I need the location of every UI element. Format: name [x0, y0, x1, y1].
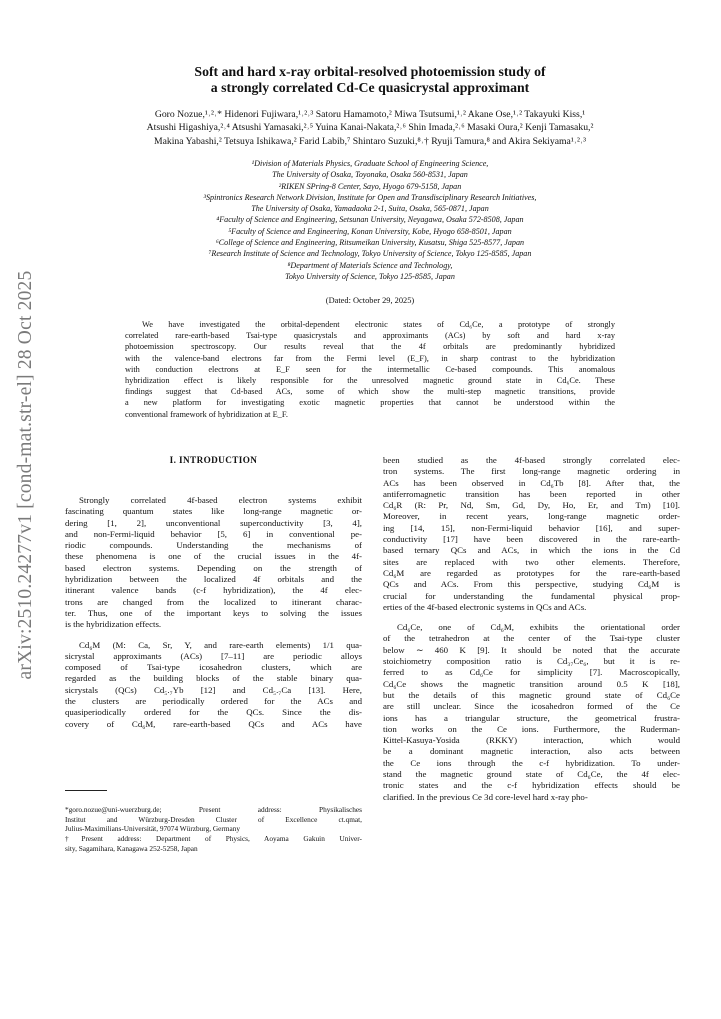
affiliation-line: The University of Osaka, Yamadaoka 2-1, Suita, Osaka, 565-0871, Japan: [251, 204, 489, 214]
text-line: crucial for understanding the fundamental physical prop-: [383, 590, 680, 601]
text-line: Cd₆Ce shows the magnetic transition around 0.5 K [18],: [383, 678, 680, 689]
author-list: [60, 108, 680, 148]
affiliation-line: Tokyo University of Science, Tokyo 125-8585, Japan: [285, 271, 455, 281]
paragraph: [65, 640, 362, 730]
text-line: conductivity [17] have been discovered in the rare-earth-: [383, 534, 680, 545]
affiliation-line: ⁶College of Science and Engineering, Ritsumeikan University, Kusatsu, Shiga 525-8577, Japan: [215, 238, 525, 248]
footnotes: [65, 805, 362, 854]
text-line: Strongly correlated 4f-based electron systems exhibit: [79, 495, 362, 505]
text-line: riodic compounds. Understanding the mechanisms of: [65, 540, 362, 551]
text-line: sicrystal approximants (ACs) [7–11] are periodic alloys: [65, 650, 362, 661]
text-line: dering [1, 2], unconventional superconductivity [3, 4],: [65, 517, 362, 528]
affiliation-list: [80, 158, 660, 282]
abstract-line: with conduction electrons at E_F seen for the intermetallic Ce-based compounds. This anomalous: [125, 364, 615, 374]
footnote-line: Julius-Maximilians-Universität, 97074 Würzburg, Germany: [65, 824, 241, 834]
text-line: ions has a triangular structure, the geometrical frustra-: [383, 712, 680, 723]
text-line: ter. Thus, one of the important keys to solving the issues: [65, 607, 362, 618]
text-line: the clusters are periodically ordered for the ACs and: [65, 696, 362, 707]
left-column: [65, 455, 362, 853]
text-line: Moreover, in recent years, long-range magnetic order-: [383, 511, 680, 522]
paragraph: [383, 455, 680, 613]
text-line: stoichiometry composition ratio is Cd₃₇Ce₆, but it is re-: [383, 656, 680, 667]
footnote-line: sity, Sagamihara, Kanagawa 252-5258, Japan: [65, 843, 198, 853]
text-line: composed of Tsai-type icosahedron clusters, which are: [65, 662, 362, 673]
text-line: based ternary QCs and ACs, in which the ions in the Cd: [383, 545, 680, 556]
text-line: ACs has been observed in Cd₆Tb [8]. After that, the: [383, 477, 680, 488]
affiliation-line: ⁵Faculty of Science and Engineering, Konan University, Kobe, Hyogo 658-8501, Japan: [228, 226, 512, 236]
abstract-line: conventional framework of hybridization at E_F.: [125, 409, 288, 419]
text-line: erties of the 4f-based electronic systems in QCs and ACs.: [383, 601, 587, 612]
text-line: are still unclear. Since the icosahedron formed of the Ce: [383, 701, 680, 712]
text-line: be a dominant magnetic interaction, also acts between: [383, 746, 680, 757]
arxiv-sidebar-stamp: [8, 250, 44, 700]
arxiv-identifier: arXiv:2510.24277v1 [cond-mat.str-el] 28 Oct 2025: [15, 270, 36, 680]
abstract-line: correlated rare-earth-based Tsai-type quasicrystals and approximants (ACs) by soft and hard x-ray: [125, 331, 615, 341]
paragraph: [65, 495, 362, 631]
text-line: ferred to as Cd₆Ce for simplicity [7]. Macroscopically,: [383, 667, 680, 678]
text-line: Cd₆Ce, one of Cd₆M, exhibits the orientational order: [397, 622, 680, 633]
affiliation-line: The University of Osaka, Toyonaka, Osaka 560-8531, Japan: [272, 170, 468, 180]
text-line: tronic states and the c-f hybridization effects should be: [383, 780, 680, 791]
abstract: [125, 319, 615, 420]
text-line: covery of Cd₆M, rare-earth-based QCs and ACs have: [65, 718, 362, 729]
text-line: hybridization between the localized 4f orbitals and the: [65, 574, 362, 585]
text-line: fascinating quantum states like long-range magnetic or-: [65, 506, 362, 517]
text-line: ing [14, 15], non-Fermi-liquid behavior [16], and super-: [383, 522, 680, 533]
text-line: based electron systems. Depending on the strength of: [65, 562, 362, 573]
text-line: tron systems. The first long-range magnetic ordering in: [383, 466, 680, 477]
affiliation-line: ⁴Faculty of Science and Engineering, Setsunan University, Neyagawa, Osaka 572-8508, Japan: [216, 215, 524, 225]
title-line: a strongly correlated Cd-Ce quasicrystal approximant: [210, 80, 530, 95]
text-line: and non-Fermi-liquid behavior [5, 6] in conventional pe-: [65, 528, 362, 539]
date-line: (Dated: October 29, 2025): [325, 296, 415, 305]
text-line: Cd₆M are regarded as prototypes for the rare-earth-based: [383, 567, 680, 578]
text-line: QCs and ACs. From this perspective, studying Cd₆M is: [383, 579, 680, 590]
abstract-line: We have investigated the orbital-dependent electronic states of Cd₆Ce, a prototype of strongly: [142, 320, 615, 329]
author-line: Makina Yabashi,² Tetsuya Ishikawa,² Farid Labib,⁷ Shintaro Suzuki,⁸˒† Ryuji Tamura,⁸ and Akira Sekiyama¹˒²˒³: [153, 135, 587, 147]
text-line: Cd₆M (M: Ca, Sr, Y, and rare-earth elements) 1/1 qua-: [79, 639, 362, 650]
affiliation-line: ⁸Department of Materials Science and Technology,: [287, 260, 453, 270]
text-line: quasiperiodically ordered for the QCs. Since the dis-: [65, 707, 362, 718]
text-line: trons are changed from the localized to itinerant charac-: [65, 596, 362, 607]
text-line: stand the magnetic ground state of Cd₆Ce, the 4f elec-: [383, 769, 680, 780]
text-line: but the details of this magnetic ground state of Cd₆Ce: [383, 689, 680, 700]
text-line: of the tetrahedron at the center of the Tsai-type cluster: [383, 633, 680, 644]
footnote-line: †Present address: Department of Physics, Aoyama Gakuin Univer-: [65, 834, 362, 844]
abstract-line: a new platform for investigating exotic magnetic properties that cannot be understood within the: [125, 398, 615, 408]
affiliation-line: ³Spintronics Research Network Division, Institute for Open and Transdisciplinary Research Initiatives,: [203, 192, 537, 202]
abstract-line: findings suggest that Cd-based ACs, some of which show the multi-step magnetic transitions, provide: [125, 387, 615, 397]
text-line: sicrystals (QCs) Cd₅.₇Yb [12] and Cd₅.₇Ca [13]. Here,: [65, 684, 362, 695]
text-line: tion works on the Ce ions. Furthermore, the Ruderman-: [383, 723, 680, 734]
text-line: sites are replaced with two other elements. Therefore,: [383, 556, 680, 567]
author-line: Atsushi Higashiya,²˒⁴ Atsushi Yamasaki,²˒⁵ Yuina Kanai-Nakata,²˒⁶ Shin Imada,²˒⁶ Masaki Oura,² Kenji Tamasaku,²: [146, 122, 594, 134]
text-line: is the hybridization effects.: [65, 619, 162, 630]
text-line: itinerant valence bands (c-f hybridization), the 4f elec-: [65, 585, 362, 596]
section-heading: I. INTRODUCTION: [169, 455, 258, 465]
paper-title: [100, 64, 640, 96]
text-line: Cd₆R (R: Pr, Nd, Sm, Gd, Dy, Ho, Er, and Tm) [10].: [383, 500, 680, 511]
footnote-line: *goro.nozue@uni-wuerzburg.de; Present address: Physikalisches: [65, 804, 362, 814]
abstract-line: with the valence-band electrons far from the Fermi level (E_F), in sharp contrast to the hybridization: [125, 353, 615, 363]
text-line: antiferromagnetic transition has been reported in other: [383, 488, 680, 499]
text-line: below ∼ 460 K [9]. It should be noted that the accurate: [383, 644, 680, 655]
text-line: been studied as the 4f-based strongly correlated elec-: [383, 455, 680, 465]
abstract-line: photoemission spectroscopy. Our results reveal that the 4f orbitals are predominantly hybridized: [125, 342, 615, 352]
paragraph: [383, 622, 680, 803]
text-line: Kittel-Kasuya-Yosida (RKKY) interaction, which would: [383, 735, 680, 746]
text-line: the Ce ions through the c-f hybridization. To under-: [383, 757, 680, 768]
right-column: [383, 455, 680, 803]
text-line: these phenomena is one of the crucial issues in the 4f-: [65, 551, 362, 562]
author-line: Goro Nozue,¹˒²˒* Hidenori Fujiwara,¹˒²˒³ Satoru Hamamoto,² Miwa Tsutsumi,¹˒² Akane Ose,¹˒² Takayuki Kiss,¹: [154, 109, 586, 120]
text-line: regarded as the building blocks of the stable binary qua-: [65, 673, 362, 684]
footnote-rule: [65, 790, 107, 791]
affiliation-line: ¹Division of Materials Physics, Graduate School of Engineering Science,: [251, 159, 489, 168]
title-line: Soft and hard x-ray orbital-resolved photoemission study of: [194, 64, 546, 79]
affiliation-line: ²RIKEN SPring-8 Center, Sayo, Hyogo 679-5158, Japan: [278, 181, 462, 191]
affiliation-line: ⁷Research Institute of Science and Technology, Tokyo University of Science, Tokyo 125-8585, Japan: [208, 249, 532, 259]
abstract-line: hybridization effect is likely responsible for the unresolved magnetic ground state in Cd₆Ce. These: [125, 376, 615, 386]
footnote-line: Institut and Würzburg-Dresden Cluster of Excellence ct.qmat,: [65, 814, 362, 824]
text-line: clarified. In the previous Ce 3d core-level hard x-ray pho-: [383, 791, 588, 802]
